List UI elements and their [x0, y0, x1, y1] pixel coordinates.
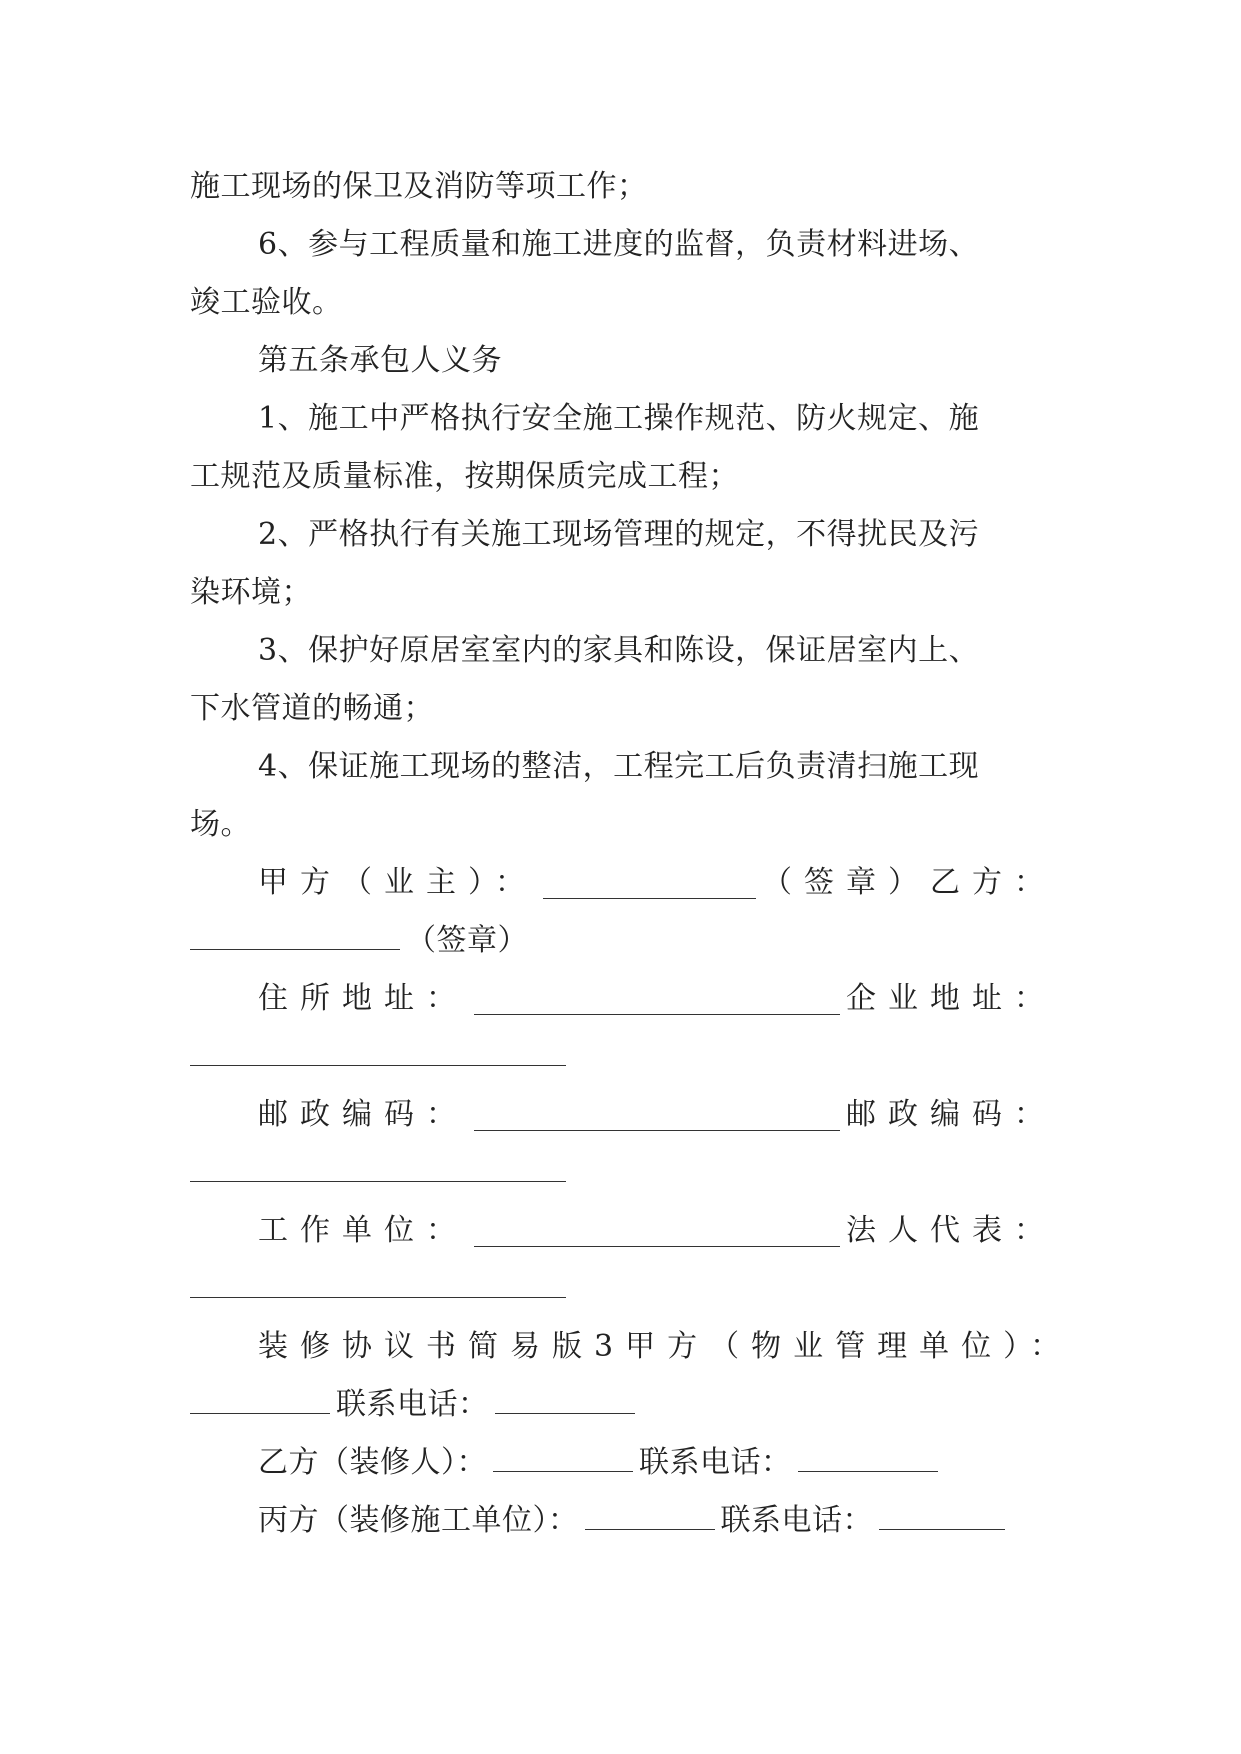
document-page: [190, 158, 1073, 1550]
paragraph-line: 染环境；: [190, 575, 312, 610]
party-c-name-blank[interactable]: [585, 1499, 715, 1530]
legal-rep-blank[interactable]: [190, 1267, 566, 1298]
paragraph-line: 3、保护好原居室室内的家具和陈设，保证居室内上、: [258, 633, 980, 668]
seal-label: （签章）: [406, 923, 528, 958]
company-address-blank[interactable]: [190, 1035, 566, 1066]
signature-row-workunit: [190, 1202, 1056, 1260]
agreement3-party-c-label: 丙方（装修施工单位）：: [258, 1503, 579, 1538]
postcode-b-label: 邮政编码：: [846, 1097, 1056, 1132]
paragraph-line: 4、保证施工现场的整洁，工程完工后负责清扫施工现: [258, 749, 980, 784]
phone-blank[interactable]: [495, 1383, 635, 1414]
postcode-b-blank[interactable]: [190, 1151, 566, 1182]
residence-blank[interactable]: [474, 984, 840, 1015]
paragraph-line: 场。: [190, 807, 251, 842]
postcode-a-label: 邮政编码：: [258, 1097, 468, 1132]
party-a-name-blank[interactable]: [190, 1383, 330, 1414]
signature-row-blank: [190, 1260, 1056, 1318]
work-unit-blank[interactable]: [474, 1216, 840, 1247]
signature-row-blank: [190, 1144, 1056, 1202]
signature-row-blank: [190, 1028, 1056, 1086]
paragraph-line: 2、严格执行有关施工现场管理的规定，不得扰民及污: [258, 517, 980, 552]
party-b-label: 乙方：: [930, 865, 1056, 900]
party-a-blank[interactable]: [543, 868, 756, 899]
agreement3-phone-row: [190, 1376, 1056, 1434]
legal-rep-label: 法人代表：: [846, 1213, 1056, 1248]
seal-label: （签章）: [762, 865, 930, 900]
agreement3-party-b-row: [190, 1434, 1056, 1492]
section-heading: 第五条承包人义务: [258, 343, 502, 378]
signature-row-postcode: [190, 1086, 1056, 1144]
work-unit-label: 工作单位：: [258, 1213, 468, 1248]
phone-label: 联系电话：: [720, 1503, 873, 1538]
paragraph-line: 施工现场的保卫及消防等项工作；: [190, 169, 648, 204]
paragraph-line: 6、参与工程质量和施工进度的监督，负责材料进场、: [258, 227, 980, 262]
phone-label: 联系电话：: [639, 1445, 792, 1480]
signature-row-parties: [190, 854, 1056, 912]
agreement3-title: 装修协议书简易版3: [258, 1329, 626, 1364]
phone-label: 联系电话：: [336, 1387, 489, 1422]
party-b-blank[interactable]: [190, 919, 400, 950]
paragraph-line: 竣工验收。: [190, 285, 343, 320]
agreement3-party-a-label: 甲方（物业管理单位）：: [625, 1329, 1073, 1364]
agreement3-party-c-row: [190, 1492, 1056, 1550]
agreement3-party-b-label: 乙方（装修人）：: [258, 1445, 487, 1480]
signature-row-address: [190, 970, 1056, 1028]
party-a-label: 甲方（业主）：: [258, 865, 537, 900]
paragraph-line: 工规范及质量标准，按期保质完成工程；: [190, 459, 739, 494]
paragraph-line: 1、施工中严格执行安全施工操作规范、防火规定、施: [258, 401, 980, 436]
company-address-label: 企业地址：: [846, 981, 1056, 1016]
signature-row-seal: [190, 912, 1056, 970]
agreement3-title-row: [190, 1318, 1073, 1376]
residence-label: 住所地址：: [258, 981, 468, 1016]
paragraph-line: 下水管道的畅通；: [190, 691, 434, 726]
phone-blank[interactable]: [798, 1441, 938, 1472]
party-b-name-blank[interactable]: [493, 1441, 633, 1472]
phone-blank[interactable]: [879, 1499, 1005, 1530]
postcode-a-blank[interactable]: [474, 1100, 840, 1131]
